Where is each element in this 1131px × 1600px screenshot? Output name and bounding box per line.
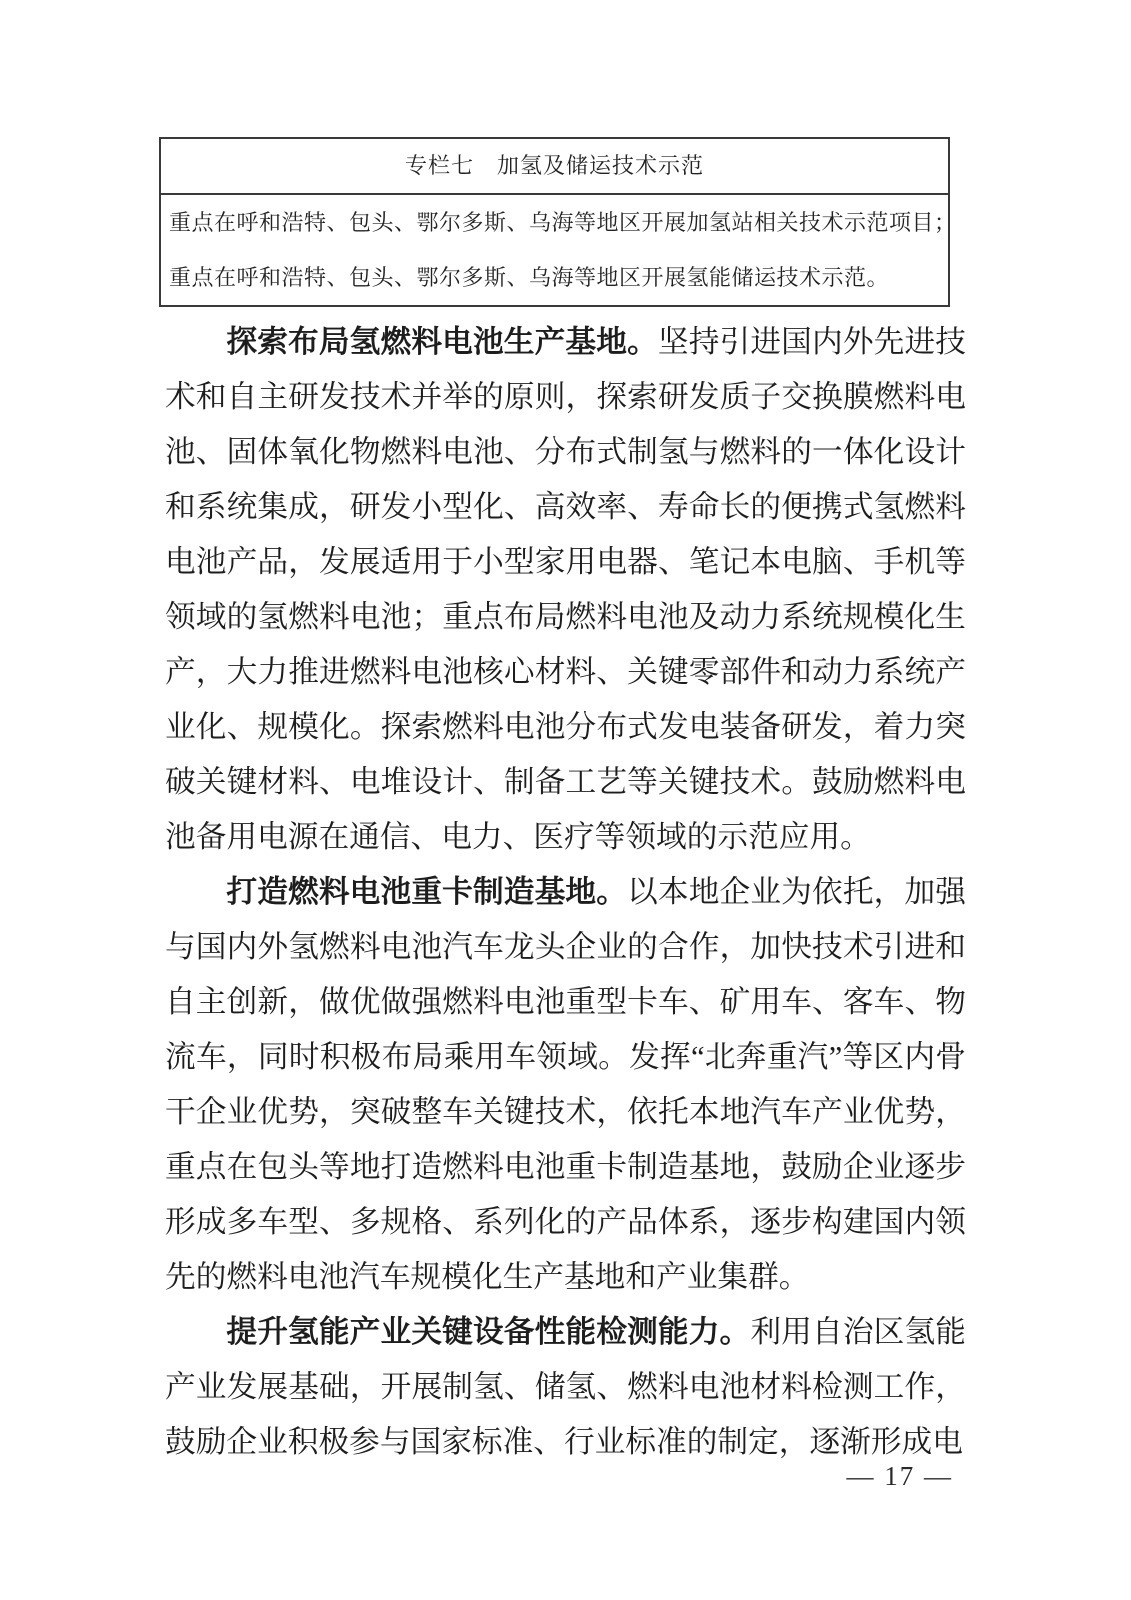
callout-box	[159, 137, 957, 307]
paragraph	[165, 1305, 966, 1470]
paragraph-lead: 打造燃料电池重卡制造基地。	[226, 875, 628, 909]
paragraph-body: 利用自治区氢能产业发展基础，开展制氢、储氢、燃料电池材料检测工作，鼓励企业积极参与国家标准、行业标准的制定，逐渐形成电	[165, 1315, 966, 1459]
page-number: — 17 —	[846, 1461, 953, 1491]
paragraph-lead: 探索布局氢燃料电池生产基地。	[226, 325, 658, 359]
paragraph	[165, 315, 966, 865]
callout-box-title: 专栏七 加氢及储运技术示范	[161, 139, 948, 195]
paragraph-body: 坚持引进国内外先进技术和自主研发技术并举的原则，探索研发质子交换膜燃料电池、固体氧化物燃料电池、分布式制氢与燃料的一体化设计和系统集成，研发小型化、高效率、寿命长的便携式氢燃料电池产品，发展适用于小型家用电器、笔记本电脑、手机等领域的氢燃料电池；重点布局燃料电池及动力系统规模化生产，大力推进燃料电池核心材料、关键零部件和动力系统产业化、规模化。探索燃料电池分布式发电装备研发，着力突破关键材料、电堆设计、制备工艺等关键技术。鼓励燃料电池备用电源在通信、电力、医疗等领域的示范应用。	[165, 325, 966, 854]
callout-box-body	[161, 195, 957, 305]
paragraph-lead: 提升氢能产业关键设备性能检测能力。	[226, 1315, 751, 1349]
paragraph-body: 以本地企业为依托，加强与国内外氢燃料电池汽车龙头企业的合作，加快技术引进和自主创新，做优做强燃料电池重型卡车、矿用车、客车、物流车，同时积极布局乘用车领域。发挥“北奔重汽”等区内骨干企业优势，突破整车关键技术，依托本地汽车产业优势，重点在包头等地打造燃料电池重卡制造基地，鼓励企业逐步形成多车型、多规格、系列化的产品体系，逐步构建国内领先的燃料电池汽车规模化生产基地和产业集群。	[165, 875, 966, 1294]
callout-box-line: 重点在呼和浩特、包头、鄂尔多斯、乌海等地区开展氢能储运技术示范。	[169, 265, 890, 290]
paragraph	[165, 865, 966, 1305]
callout-box-line: 重点在呼和浩特、包头、鄂尔多斯、乌海等地区开展加氢站相关技术示范项目；	[169, 210, 957, 235]
body-text	[165, 315, 966, 1470]
